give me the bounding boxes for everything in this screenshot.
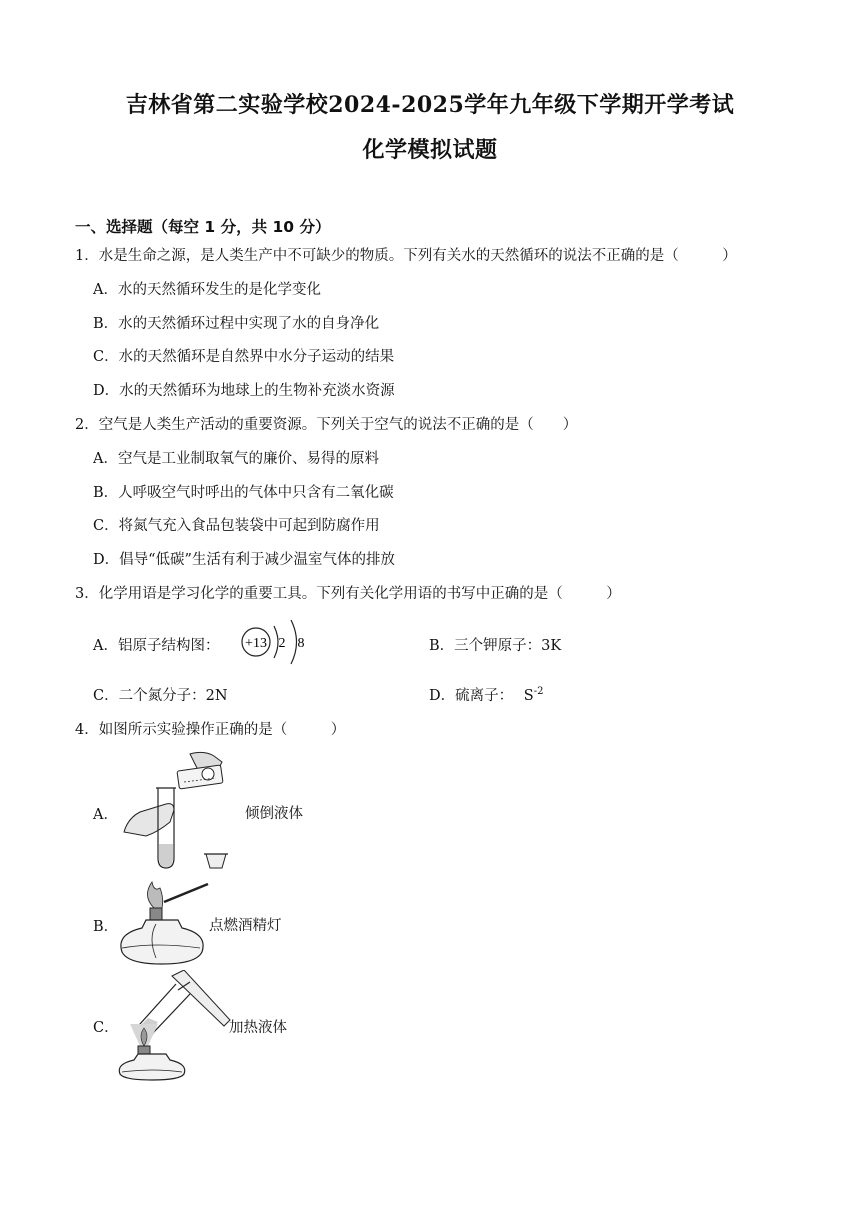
sulfur-ion-symbol: S [523, 688, 534, 704]
section-heading: 一、选择题（每空 1 分，共 10 分） [75, 218, 331, 236]
aluminum-atom-structure-diagram [236, 616, 316, 668]
question-2-option-b: B．人呼吸空气时呼出的气体中只含有二氧化碳 [93, 485, 394, 501]
question-3-option-c: C．二个氮分子：2N [93, 688, 228, 704]
question-4-option-c-letter: C． [93, 1020, 119, 1036]
question-2-option-d: D．倡导“低碳”生活有利于减少温室气体的排放 [93, 552, 395, 568]
question-4-option-b-letter: B． [93, 919, 119, 935]
question-4-option-b-caption: 点燃酒精灯 [209, 918, 282, 934]
question-1-option-c: C．水的天然循环是自然界中水分子运动的结果 [93, 349, 395, 365]
question-4-stem: 4．如图所示实验操作正确的是（ ） [75, 722, 346, 738]
sulfur-ion-charge: -2 [533, 686, 544, 698]
heating-liquid-illustration [118, 970, 236, 1082]
question-4-option-c-caption: 加热液体 [229, 1020, 287, 1036]
question-1-option-a: A．水的天然循环发生的是化学变化 [93, 282, 321, 298]
pouring-liquid-illustration [118, 748, 248, 878]
question-1-option-b: B．水的天然循环过程中实现了水的自身净化 [93, 316, 380, 332]
lighting-alcohol-lamp-illustration [118, 878, 213, 970]
question-2-option-a: A．空气是工业制取氧气的廉价、易得的原料 [93, 451, 379, 467]
question-3-stem: 3．化学用语是学习化学的重要工具。下列有关化学用语的书写中正确的是（ ） [75, 586, 621, 602]
question-3-option-b: B．三个钾原子：3K [429, 638, 562, 654]
question-4-option-a-letter: A． [93, 807, 118, 823]
question-3-option-d [429, 684, 543, 705]
shell-2-electrons: 8 [297, 636, 305, 651]
question-3-option-a-label: A．铝原子结构图： [93, 638, 220, 654]
question-1-stem: 1．水是生命之源，是人类生产中不可缺少的物质。下列有关水的天然循环的说法不正确的是（ ） [75, 248, 737, 264]
question-2-stem: 2．空气是人类生产活动的重要资源。下列关于空气的说法不正确的是（ ） [75, 417, 578, 433]
question-1-option-d: D．水的天然循环为地球上的生物补充淡水资源 [93, 383, 395, 399]
question-2-option-c: C．将氮气充入食品包装袋中可起到防腐作用 [93, 518, 380, 534]
page-title: 吉林省第二实验学校2024-2025学年九年级下学期开学考试 [125, 92, 735, 118]
shell-1-electrons: 2 [278, 636, 286, 651]
question-4-option-a-caption: 倾倒液体 [245, 806, 303, 822]
question-3-option-d-label: D．硫离子： [429, 688, 514, 704]
nucleus-charge: +13 [245, 636, 267, 651]
page-subtitle: 化学模拟试题 [362, 137, 498, 163]
